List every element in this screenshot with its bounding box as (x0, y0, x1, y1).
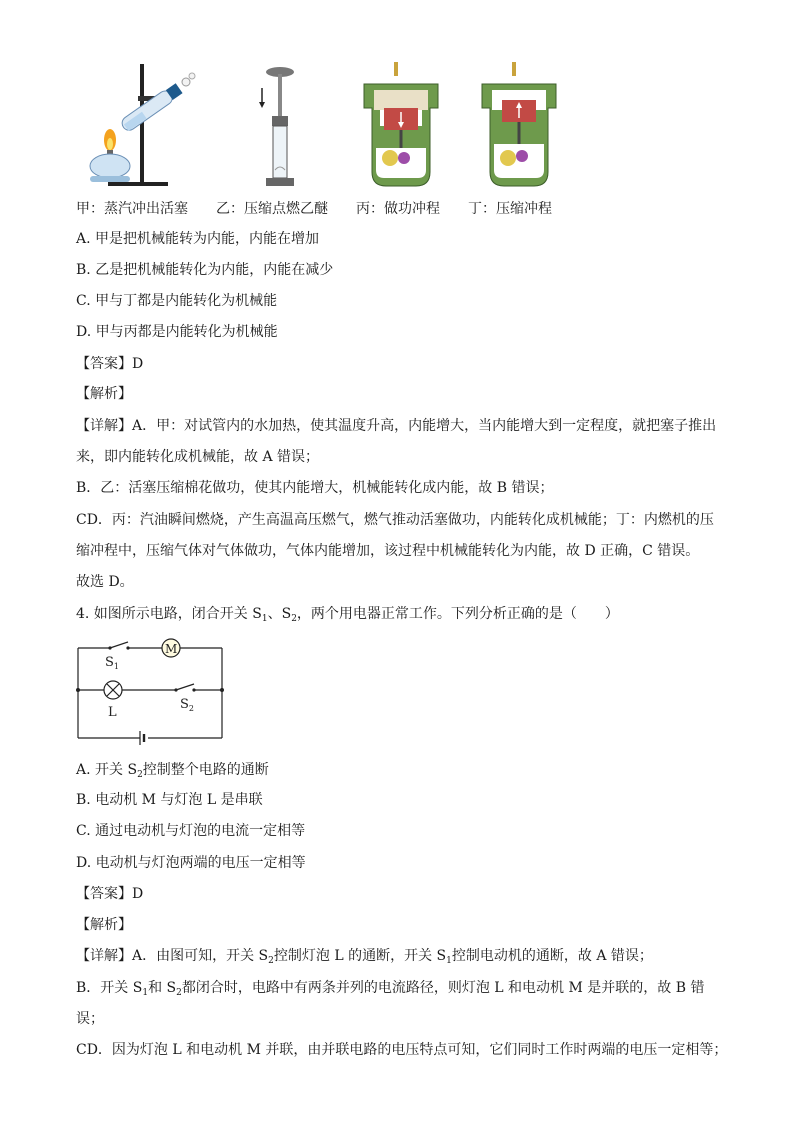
compression-cylinder-figure (254, 60, 310, 192)
q3-analysis-label: 【解析】 (76, 386, 132, 402)
q3-detail-line: B．乙：活塞压缩棉花做功，使其内能增大，机械能转化成内能，故 B 错误； (76, 480, 554, 496)
steam-test-tube-figure (78, 60, 198, 192)
q3-option-a: A. 甲是把机械能转为内能，内能在增加 (76, 231, 320, 247)
q4-option-d: D. 电动机与灯泡两端的电压一定相等 (76, 855, 306, 871)
q4-stem: 4. 如图所示电路，闭合开关 $S_1$、$S_2$，两个用电器正常工作。下列分析正确的是（ ） (76, 606, 619, 624)
q4-analysis-label: 【解析】 (76, 917, 132, 933)
svg-text:S1 (105, 655, 119, 671)
q3-detail-line: 故选 D。 (76, 574, 134, 590)
q4-option-b: B. 电动机 M 与灯泡 L 是串联 (76, 792, 263, 808)
s1-label: S (105, 655, 114, 670)
q4-detail-line: B．开关 $S_1$和 $S_2$都闭合时，电路中有两条并列的电流路径，则灯泡 L 和电动机 M 是并联的，故 B 错 (76, 980, 705, 998)
compression-stroke-engine-figure (474, 60, 564, 192)
svg-text:S2 (180, 697, 194, 713)
q3-detail-line: 【详解】A．甲：对试管内的水加热，使其温度升高，内能增大，当内能增大到一定程度，就把塞子推出 (76, 418, 717, 434)
q3-detail-line: 缩冲程中，压缩气体对气体做功，气体内能增加，该过程中机械能转化为内能，故 D 正确，C 错误。 (76, 543, 700, 559)
q3-detail-line: CD．丙：汽油瞬间燃烧，产生高温高压燃气，燃气推动活塞做功，内能转化成机械能；丁：内燃机的压 (76, 512, 714, 528)
q3-option-d: D. 甲与丙都是内能转化为机械能 (76, 324, 278, 340)
s1-sub: 1 (113, 662, 119, 671)
figure-row (76, 60, 576, 195)
q4-detail-line: 误； (76, 1011, 104, 1027)
q4-detail-line: CD．因为灯泡 L 和电动机 M 并联，由并联电路的电压特点可知，它们同时工作时两端的电压一定相等； (76, 1042, 728, 1058)
lamp-label: L (108, 705, 117, 720)
s2-label: S (180, 697, 189, 712)
motor-label: M (165, 642, 178, 656)
q3-answer: 【答案】D (76, 356, 144, 372)
q4-option-a: A. 开关 $S_2$控制整个电路的通断 (76, 762, 269, 780)
q4-detail-line: 【详解】A．由图可知，开关 $S_2$控制灯泡 L 的通断，开关 $S_1$控制电动机的通断，故 A 错误； (76, 948, 653, 966)
q3-detail-line: 来，即内能转化成机械能，故 A 错误； (76, 449, 320, 465)
q3-option-c: C. 甲与丁都是内能转化为机械能 (76, 293, 278, 309)
q4-option-c: C. 通过电动机与灯泡的电流一定相等 (76, 823, 306, 839)
q3-option-b: B. 乙是把机械能转化为内能，内能在减少 (76, 262, 334, 278)
circuit-diagram (76, 638, 236, 752)
power-stroke-engine-figure (356, 60, 446, 192)
figure-caption: 甲：蒸汽冲出活塞 乙：压缩点燃乙醚 丙：做功冲程 丁：压缩冲程 (76, 201, 552, 217)
q4-answer: 【答案】D (76, 886, 144, 902)
s2-sub: 2 (188, 704, 194, 713)
